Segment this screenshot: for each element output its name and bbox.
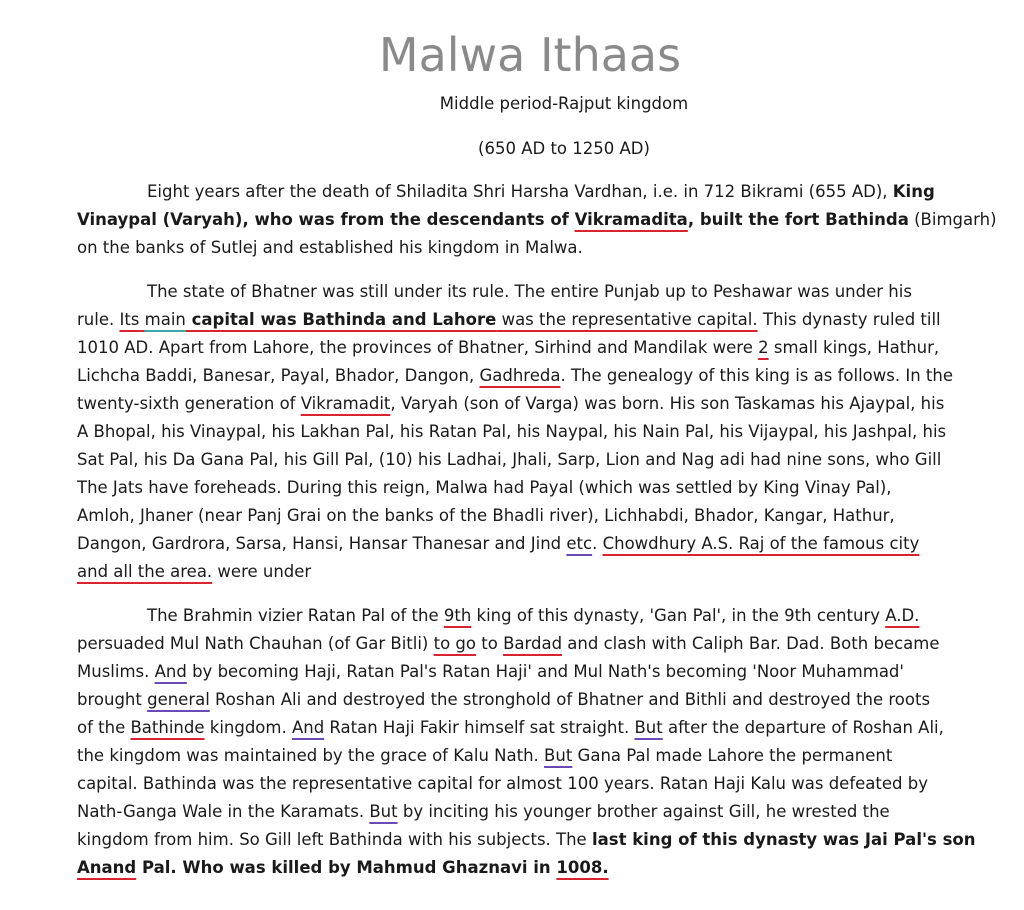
text-run: Roshan Ali and destroyed the stronghold of Bhatner and Bithli and destroyed the roots: [209, 690, 931, 709]
text-line: The state of Bhatner was still under its rule. The entire Punjab up to Peshawar was under his: [147, 282, 912, 301]
text-line: [77, 392, 944, 416]
spelling-underline[interactable]: Vikramadita: [574, 210, 688, 229]
text-line: The Jats have foreheads. During this reign, Malwa had Payal (which was settled by King Vinay Pal),: [77, 478, 892, 497]
text-run: Ratan Haji Fakir himself sat straight.: [324, 718, 635, 737]
bold-text: Vinaypal (Varyah), who was from the descendants of: [77, 210, 575, 229]
text-line: [77, 828, 976, 852]
text-line: [77, 688, 930, 712]
document-subtitle: Middle period-Rajput kingdom: [439, 94, 689, 113]
text-run: by becoming Haji, Ratan Pal's Ratan Haji' and Mul Nath's becoming 'Noor Muhammad': [186, 662, 904, 681]
text-run: after the departure of Roshan Ali,: [662, 718, 944, 737]
spelling-underline[interactable]: 9th: [443, 606, 472, 625]
text-run: on the banks of Sutlej and established his kingdom in: [77, 238, 525, 257]
text-run: persuaded Mul Nath Chauhan (of Gar Bitli): [77, 634, 434, 653]
text-line: [77, 800, 890, 824]
text-run: kingdom from him. So Gill left Bathinda with his subjects. The: [77, 830, 592, 849]
text-line: Sat Pal, his Da Gana Pal, his Gill Pal, (10) his Ladhai, Jhali, Sarp, Lion and Nag adi had nine sons, who Gill: [77, 450, 942, 469]
spelling-underline[interactable]: to go: [433, 634, 477, 653]
text-line: [77, 364, 953, 388]
spelling-underline[interactable]: Chowdhury A.S. Raj of the famous city: [602, 534, 920, 553]
date-range: (650 AD to 1250 AD): [478, 139, 650, 158]
grammar-underline[interactable]: But: [369, 802, 398, 821]
text-line: [77, 744, 892, 768]
text-run: of the: [77, 718, 131, 737]
text-run: Muslims.: [77, 662, 155, 681]
text-line: [77, 532, 919, 556]
text-run: to: [476, 634, 504, 653]
spelling-underline[interactable]: 2: [758, 338, 769, 357]
text-line: [77, 236, 583, 260]
bold-text: , built the fort Bathinda: [687, 210, 909, 229]
spelling-underline[interactable]: and all the area.: [77, 562, 213, 581]
grammar-underline[interactable]: And: [154, 662, 187, 681]
grammar-underline[interactable]: etc: [566, 534, 593, 553]
grammar-underline[interactable]: But: [634, 718, 663, 737]
text-line: [147, 180, 935, 204]
text-line: Amloh, Jhaner (near Panj Grai on the banks of the Bhadli river), Lichhabdi, Bhador, Kangar, Hathur,: [77, 506, 895, 525]
text-run: Eight years after the death of Shiladita Shri Harsha Vardhan, i.e. in 712 Bikrami (655 AD),: [147, 182, 893, 201]
text-run: Dangon, Gardrora, Sarsa, Hansi, Hansar Thanesar and Jind: [77, 534, 567, 553]
text-line: capital. Bathinda was the representative capital for almost 100 years. Ratan Haji Kalu was defeated by: [77, 774, 928, 793]
text-run: . The genealogy of this king is as follows. In the: [560, 366, 953, 385]
text-line: A Bhopal, his Vinaypal, his Lakhan Pal, his Ratan Pal, his Naypal, his Nain Pal, his Vijaypal, his Jashpal, his: [77, 422, 947, 441]
spelling-underline[interactable]: Anand: [77, 858, 137, 877]
text-run: were under: [212, 562, 312, 581]
text-run: This dynasty ruled till: [757, 310, 941, 329]
text-line: [77, 208, 997, 232]
spelling-underline[interactable]: Bathinde: [130, 718, 205, 737]
text-run: , Varyah (son of Varga) was born. His son Taskamas his Ajaypal, his: [390, 394, 945, 413]
spelling-underline[interactable]: Its: [119, 310, 140, 329]
text-run: the kingdom was maintained by the grace of Kalu Nath.: [77, 746, 545, 765]
text-run: twenty-sixth generation of: [77, 394, 301, 413]
spelling-underline[interactable]: A.D.: [885, 606, 920, 625]
text-run: rule.: [77, 310, 120, 329]
text-run: The Brahmin vizier Ratan Pal of the: [147, 606, 444, 625]
bold-text: last king of this dynasty was Jai Pal's son: [591, 830, 976, 849]
text-run: (Bimgarh): [908, 210, 997, 229]
text-line: [77, 856, 609, 880]
text-line: [77, 716, 944, 740]
text-run: Nath-Ganga Wale in the Karamats.: [77, 802, 370, 821]
bold-text: King: [892, 182, 935, 201]
text-run: 1010 AD. Apart from Lahore, the provinces of Bhatner, Sirhind and Mandilak were: [77, 338, 759, 357]
text-line: [77, 308, 941, 332]
text-line: [77, 336, 939, 360]
text-line: [77, 660, 904, 684]
grammar-underline[interactable]: And: [291, 718, 325, 737]
text-run: by inciting his younger brother against Gill, he wrested the: [397, 802, 890, 821]
document-title: Malwa Ithaas: [378, 28, 682, 82]
spelling-underline[interactable]: capital was Bathinda and Lahore: [185, 310, 497, 329]
text-run: .: [577, 238, 583, 257]
grammar-underline[interactable]: general: [147, 690, 210, 709]
text-run: Lichcha Baddi, Banesar, Payal, Bhador, Dangon,: [77, 366, 480, 385]
text-run: kingdom.: [204, 718, 292, 737]
style-underline[interactable]: main: [144, 310, 186, 329]
text-run: king of this dynasty, 'Gan Pal', in the 9th century: [471, 606, 886, 625]
text-run: small kings, Hathur,: [768, 338, 940, 357]
text-run: brought: [77, 690, 148, 709]
text-run: Gana Pal made Lahore the permanent: [572, 746, 893, 765]
text-run: .: [592, 534, 603, 553]
spelling-underline[interactable]: was the representative capital.: [496, 310, 758, 329]
text-run: Malwa: [524, 238, 578, 257]
text-line: [147, 604, 919, 628]
grammar-underline[interactable]: But: [544, 746, 573, 765]
spelling-underline[interactable]: Bardad: [503, 634, 563, 653]
bold-text: Pal. Who was killed by Mahmud Ghaznavi in: [136, 858, 557, 877]
spelling-underline[interactable]: Gadhreda: [479, 366, 561, 385]
text-line: [77, 560, 311, 584]
text-run: and clash with Caliph Bar. Dad. Both became: [562, 634, 940, 653]
spelling-underline[interactable]: Vikramadit: [300, 394, 391, 413]
text-line: [77, 632, 939, 656]
spelling-underline[interactable]: 1008.: [556, 858, 609, 877]
